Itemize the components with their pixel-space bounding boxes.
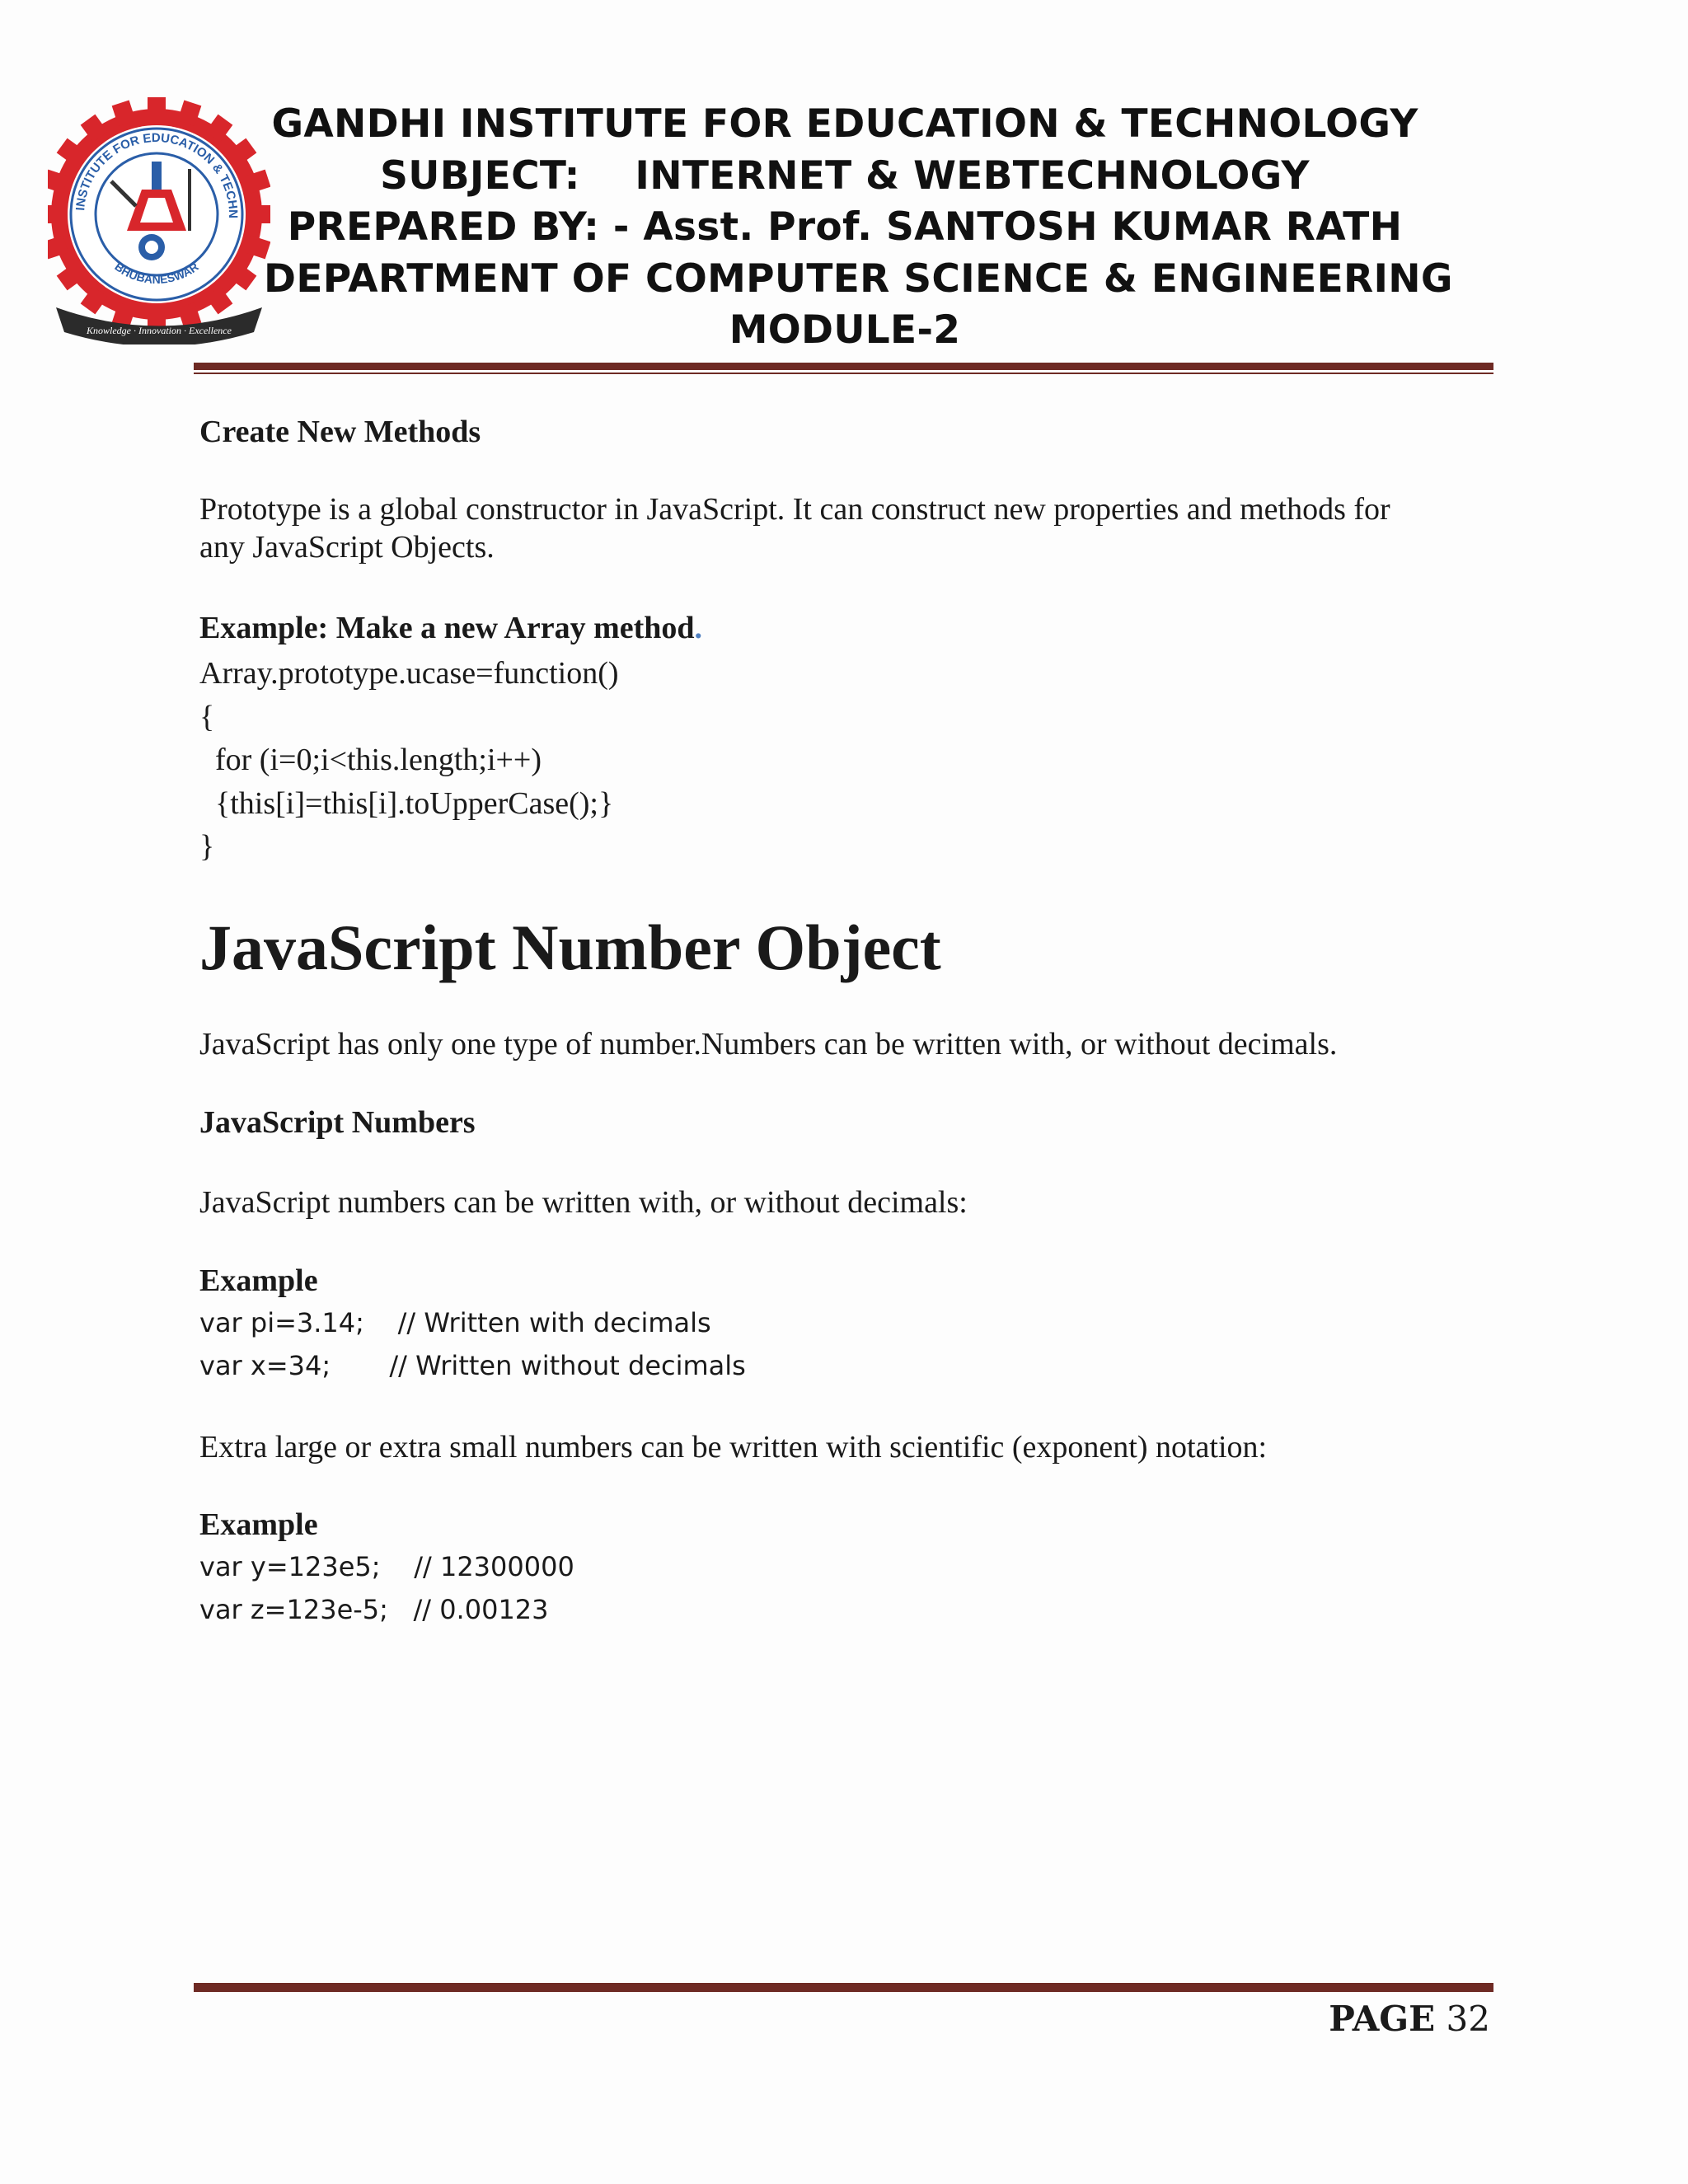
document-header: [264, 99, 1453, 357]
header-subject: SUBJECT: INTERNET & WEBTECHNOLOGY: [380, 152, 1310, 199]
code-line: var y=123e5; // 12300000: [199, 1551, 574, 1582]
logo-ring-text: INSTITUTE FOR EDUCATION & TECHN: [73, 130, 241, 218]
section-title-create-methods: Create New Methods: [199, 415, 481, 449]
example-label: Example: [199, 1263, 318, 1298]
page-number-value: 32: [1446, 1999, 1490, 2039]
page-label: PAGE: [1329, 1999, 1436, 2039]
code-line: }: [199, 829, 215, 864]
code-line: var x=34; // Written without decimals: [199, 1350, 746, 1381]
footer-rule: [194, 1983, 1493, 1994]
code-line: var pi=3.14; // Written with decimals: [199, 1307, 711, 1338]
paragraph-intro: JavaScript has only one type of number.Numbers can be written with, or without decimals.: [199, 1027, 1338, 1062]
section-title-js-numbers: JavaScript Numbers: [199, 1105, 476, 1140]
institute-logo: [48, 97, 270, 344]
header-prepared-by: PREPARED BY: - Asst. Prof. SANTOSH KUMAR RATH: [287, 204, 1403, 250]
page-heading-number-object: JavaScript Number Object: [199, 912, 941, 983]
header-module: MODULE-2: [729, 307, 961, 353]
logo-motto: Knowledge · Innovation · Excellence: [87, 325, 232, 336]
header-institute: GANDHI INSTITUTE FOR EDUCATION & TECHNOLOGY: [271, 101, 1418, 147]
header-department: DEPARTMENT OF COMPUTER SCIENCE & ENGINEERING: [264, 255, 1453, 302]
example-label: Example: Make a new Array method.: [199, 611, 703, 645]
header-rule: [194, 363, 1493, 374]
paragraph: JavaScript numbers can be written with, or without decimals:: [199, 1185, 968, 1220]
paragraph: Extra large or extra small numbers can be written with scientific (exponent) notation:: [199, 1430, 1268, 1465]
logo-city-text: BHUBANESWAR: [112, 260, 201, 287]
code-line: for (i=0;i<this.length;i++): [199, 743, 542, 777]
page-number: [1329, 1999, 1490, 2039]
paragraph-line: Prototype is a global constructor in JavaScript. It can construct new properties and methods for: [199, 492, 1390, 527]
paragraph-line: any JavaScript Objects.: [199, 530, 495, 565]
code-line: var z=123e-5; // 0.00123: [199, 1594, 549, 1625]
code-line: {this[i]=this[i].toUpperCase();}: [199, 786, 614, 821]
code-line: Array.prototype.ucase=function(): [199, 656, 619, 691]
example-label: Example: [199, 1507, 318, 1542]
code-line: {: [199, 700, 215, 734]
